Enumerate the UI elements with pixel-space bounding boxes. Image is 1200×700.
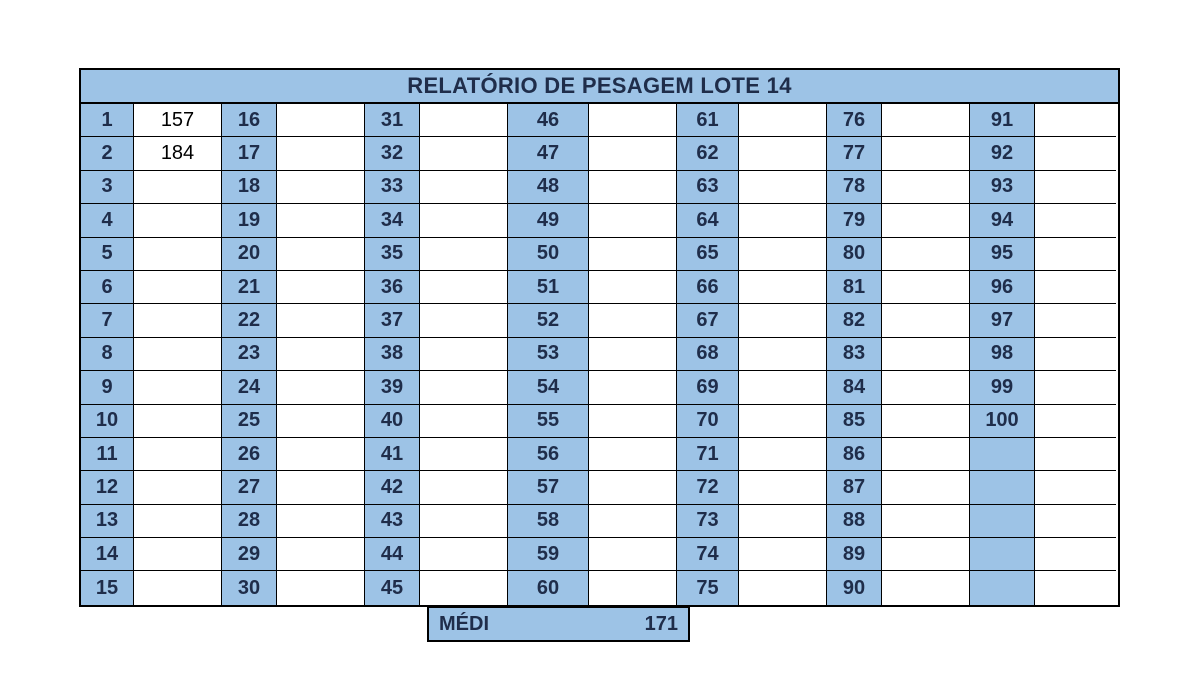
weight-cell[interactable]: [882, 271, 970, 304]
weight-cell[interactable]: [882, 338, 970, 371]
weight-cell[interactable]: [589, 271, 677, 304]
weight-cell[interactable]: [882, 171, 970, 204]
animal-number-cell: 42: [365, 471, 420, 504]
animal-number-cell: 52: [508, 304, 589, 337]
animal-number-cell: 25: [222, 405, 277, 438]
animal-number-cell: 76: [827, 104, 882, 137]
weight-cell[interactable]: [134, 171, 222, 204]
weight-cell[interactable]: [134, 238, 222, 271]
animal-number-cell: 65: [677, 238, 739, 271]
weight-cell[interactable]: [589, 104, 677, 137]
animal-number-cell: 11: [81, 438, 134, 471]
animal-number-cell: 54: [508, 371, 589, 404]
animal-number-cell: 20: [222, 238, 277, 271]
animal-number-cell: 60: [508, 571, 589, 604]
animal-number-cell: 81: [827, 271, 882, 304]
animal-number-cell: 75: [677, 571, 739, 604]
animal-number-cell: [970, 505, 1035, 538]
weight-cell[interactable]: [1035, 304, 1116, 337]
animal-number-cell: 4: [81, 204, 134, 237]
weight-cell[interactable]: [882, 204, 970, 237]
animal-number-cell: 6: [81, 271, 134, 304]
weight-cell[interactable]: [1035, 204, 1116, 237]
weight-cell[interactable]: [882, 405, 970, 438]
animal-number-cell: 84: [827, 371, 882, 404]
weight-cell[interactable]: [420, 538, 508, 571]
animal-number-cell: 80: [827, 238, 882, 271]
weight-cell[interactable]: [882, 438, 970, 471]
animal-number-cell: 14: [81, 538, 134, 571]
animal-number-cell: 35: [365, 238, 420, 271]
animal-number-cell: 86: [827, 438, 882, 471]
weight-cell[interactable]: [1035, 171, 1116, 204]
animal-number-cell: 49: [508, 204, 589, 237]
animal-number-cell: 36: [365, 271, 420, 304]
animal-number-cell: 48: [508, 171, 589, 204]
weight-cell[interactable]: [589, 505, 677, 538]
weight-cell[interactable]: [1035, 371, 1116, 404]
weight-cell[interactable]: [882, 538, 970, 571]
animal-number-cell: 3: [81, 171, 134, 204]
weight-cell[interactable]: [589, 538, 677, 571]
animal-number-cell: 83: [827, 338, 882, 371]
weight-cell[interactable]: [1035, 538, 1116, 571]
weight-cell[interactable]: [134, 405, 222, 438]
weight-cell[interactable]: [420, 471, 508, 504]
weighing-grid: [81, 104, 1118, 605]
weight-cell[interactable]: [882, 471, 970, 504]
animal-number-cell: 31: [365, 104, 420, 137]
weight-cell[interactable]: 157: [134, 104, 222, 137]
weight-cell[interactable]: [589, 137, 677, 170]
weight-cell[interactable]: [589, 171, 677, 204]
weight-cell[interactable]: [882, 104, 970, 137]
animal-number-cell: 13: [81, 505, 134, 538]
animal-number-cell: 64: [677, 204, 739, 237]
average-label: MÉDI: [439, 612, 489, 635]
animal-number-cell: 68: [677, 338, 739, 371]
animal-number-cell: 93: [970, 171, 1035, 204]
weight-cell[interactable]: [277, 438, 365, 471]
animal-number-cell: 91: [970, 104, 1035, 137]
weight-cell[interactable]: [589, 304, 677, 337]
animal-number-cell: 29: [222, 538, 277, 571]
weight-cell[interactable]: [420, 304, 508, 337]
animal-number-cell: 73: [677, 505, 739, 538]
animal-number-cell: 15: [81, 571, 134, 604]
weight-cell[interactable]: [739, 171, 827, 204]
animal-number-cell: 66: [677, 271, 739, 304]
weight-cell[interactable]: [1035, 438, 1116, 471]
weight-cell[interactable]: [420, 371, 508, 404]
animal-number-cell: 21: [222, 271, 277, 304]
weight-cell[interactable]: [277, 171, 365, 204]
animal-number-cell: 16: [222, 104, 277, 137]
weight-cell[interactable]: [277, 505, 365, 538]
weight-cell[interactable]: [739, 271, 827, 304]
animal-number-cell: 70: [677, 405, 739, 438]
weight-cell[interactable]: [739, 405, 827, 438]
weighing-report-sheet: [79, 68, 1120, 607]
animal-number-cell: 37: [365, 304, 420, 337]
weight-cell[interactable]: [277, 471, 365, 504]
weight-cell[interactable]: [589, 471, 677, 504]
weight-cell[interactable]: [739, 471, 827, 504]
weight-cell[interactable]: 184: [134, 137, 222, 170]
animal-number-cell: 33: [365, 171, 420, 204]
animal-number-cell: 41: [365, 438, 420, 471]
animal-number-cell: 18: [222, 171, 277, 204]
weight-cell[interactable]: [1035, 338, 1116, 371]
animal-number-cell: 28: [222, 505, 277, 538]
weight-cell[interactable]: [739, 104, 827, 137]
animal-number-cell: [970, 471, 1035, 504]
animal-number-cell: [970, 571, 1035, 604]
weight-cell[interactable]: [882, 505, 970, 538]
weight-cell[interactable]: [420, 204, 508, 237]
weight-cell[interactable]: [1035, 571, 1116, 604]
animal-number-cell: 12: [81, 471, 134, 504]
animal-number-cell: 67: [677, 304, 739, 337]
animal-number-cell: 63: [677, 171, 739, 204]
weight-cell[interactable]: [420, 104, 508, 137]
weight-cell[interactable]: [277, 137, 365, 170]
weight-cell[interactable]: [882, 238, 970, 271]
weight-cell[interactable]: [277, 371, 365, 404]
weight-cell[interactable]: [739, 204, 827, 237]
animal-number-cell: 23: [222, 338, 277, 371]
animal-number-cell: 99: [970, 371, 1035, 404]
weight-cell[interactable]: [589, 371, 677, 404]
animal-number-cell: 26: [222, 438, 277, 471]
animal-number-cell: 24: [222, 371, 277, 404]
weight-cell[interactable]: [420, 505, 508, 538]
weight-cell[interactable]: [739, 505, 827, 538]
weight-cell[interactable]: [739, 304, 827, 337]
weight-cell[interactable]: [134, 505, 222, 538]
animal-number-cell: 61: [677, 104, 739, 137]
weight-cell[interactable]: [134, 304, 222, 337]
animal-number-cell: 89: [827, 538, 882, 571]
weight-cell[interactable]: [1035, 471, 1116, 504]
animal-number-cell: 22: [222, 304, 277, 337]
weight-cell[interactable]: [882, 304, 970, 337]
weight-cell[interactable]: [277, 538, 365, 571]
animal-number-cell: 43: [365, 505, 420, 538]
animal-number-cell: 27: [222, 471, 277, 504]
animal-number-cell: 94: [970, 204, 1035, 237]
animal-number-cell: 87: [827, 471, 882, 504]
animal-number-cell: 56: [508, 438, 589, 471]
weight-cell[interactable]: [739, 438, 827, 471]
weight-cell[interactable]: [277, 304, 365, 337]
animal-number-cell: 40: [365, 405, 420, 438]
weight-cell[interactable]: [420, 171, 508, 204]
weight-cell[interactable]: [420, 571, 508, 604]
animal-number-cell: 85: [827, 405, 882, 438]
animal-number-cell: 96: [970, 271, 1035, 304]
weight-cell[interactable]: [739, 371, 827, 404]
animal-number-cell: 34: [365, 204, 420, 237]
animal-number-cell: 100: [970, 405, 1035, 438]
report-title: RELATÓRIO DE PESAGEM LOTE 14: [81, 70, 1118, 104]
animal-number-cell: 9: [81, 371, 134, 404]
weight-cell[interactable]: [277, 571, 365, 604]
weight-cell[interactable]: [134, 271, 222, 304]
animal-number-cell: 78: [827, 171, 882, 204]
weight-cell[interactable]: [134, 538, 222, 571]
animal-number-cell: 2: [81, 137, 134, 170]
animal-number-cell: 77: [827, 137, 882, 170]
weight-cell[interactable]: [420, 438, 508, 471]
weight-cell[interactable]: [1035, 505, 1116, 538]
animal-number-cell: 17: [222, 137, 277, 170]
animal-number-cell: 32: [365, 137, 420, 170]
animal-number-cell: 71: [677, 438, 739, 471]
animal-number-cell: 5: [81, 238, 134, 271]
weight-cell[interactable]: [134, 371, 222, 404]
animal-number-cell: 38: [365, 338, 420, 371]
weight-cell[interactable]: [420, 338, 508, 371]
animal-number-cell: 19: [222, 204, 277, 237]
weight-cell[interactable]: [739, 571, 827, 604]
weight-cell[interactable]: [420, 271, 508, 304]
animal-number-cell: 62: [677, 137, 739, 170]
animal-number-cell: [970, 438, 1035, 471]
weight-cell[interactable]: [739, 338, 827, 371]
animal-number-cell: 50: [508, 238, 589, 271]
animal-number-cell: 8: [81, 338, 134, 371]
weight-cell[interactable]: [277, 271, 365, 304]
animal-number-cell: 97: [970, 304, 1035, 337]
weight-cell[interactable]: [1035, 405, 1116, 438]
animal-number-cell: 46: [508, 104, 589, 137]
weight-cell[interactable]: [134, 438, 222, 471]
weight-cell[interactable]: [134, 204, 222, 237]
weight-cell[interactable]: [589, 438, 677, 471]
weight-cell[interactable]: [589, 405, 677, 438]
animal-number-cell: 10: [81, 405, 134, 438]
weight-cell[interactable]: [134, 571, 222, 604]
weight-cell[interactable]: [589, 338, 677, 371]
animal-number-cell: 30: [222, 571, 277, 604]
weight-cell[interactable]: [882, 371, 970, 404]
animal-number-cell: 1: [81, 104, 134, 137]
animal-number-cell: 82: [827, 304, 882, 337]
animal-number-cell: 39: [365, 371, 420, 404]
weight-cell[interactable]: [277, 238, 365, 271]
animal-number-cell: 45: [365, 571, 420, 604]
animal-number-cell: 57: [508, 471, 589, 504]
weight-cell[interactable]: [882, 137, 970, 170]
animal-number-cell: 79: [827, 204, 882, 237]
animal-number-cell: 58: [508, 505, 589, 538]
average-box: [427, 606, 690, 642]
weight-cell[interactable]: [134, 471, 222, 504]
weight-cell[interactable]: [739, 538, 827, 571]
animal-number-cell: 53: [508, 338, 589, 371]
weight-cell[interactable]: [420, 405, 508, 438]
weight-cell[interactable]: [739, 137, 827, 170]
animal-number-cell: [970, 538, 1035, 571]
animal-number-cell: 47: [508, 137, 589, 170]
weight-cell[interactable]: [420, 137, 508, 170]
animal-number-cell: 90: [827, 571, 882, 604]
weight-cell[interactable]: [1035, 137, 1116, 170]
weight-cell[interactable]: [277, 104, 365, 137]
animal-number-cell: 7: [81, 304, 134, 337]
weight-cell[interactable]: [277, 204, 365, 237]
average-value: 171: [644, 612, 678, 635]
weight-cell[interactable]: [589, 204, 677, 237]
animal-number-cell: 51: [508, 271, 589, 304]
weight-cell[interactable]: [1035, 238, 1116, 271]
animal-number-cell: 74: [677, 538, 739, 571]
animal-number-cell: 44: [365, 538, 420, 571]
weight-cell[interactable]: [420, 238, 508, 271]
animal-number-cell: 55: [508, 405, 589, 438]
weight-cell[interactable]: [589, 571, 677, 604]
animal-number-cell: 98: [970, 338, 1035, 371]
weight-cell[interactable]: [277, 338, 365, 371]
weight-cell[interactable]: [882, 571, 970, 604]
animal-number-cell: 69: [677, 371, 739, 404]
animal-number-cell: 88: [827, 505, 882, 538]
weight-cell[interactable]: [277, 405, 365, 438]
weight-cell[interactable]: [589, 238, 677, 271]
weight-cell[interactable]: [134, 338, 222, 371]
animal-number-cell: 92: [970, 137, 1035, 170]
animal-number-cell: 95: [970, 238, 1035, 271]
weight-cell[interactable]: [1035, 271, 1116, 304]
animal-number-cell: 72: [677, 471, 739, 504]
animal-number-cell: 59: [508, 538, 589, 571]
weight-cell[interactable]: [1035, 104, 1116, 137]
weight-cell[interactable]: [739, 238, 827, 271]
